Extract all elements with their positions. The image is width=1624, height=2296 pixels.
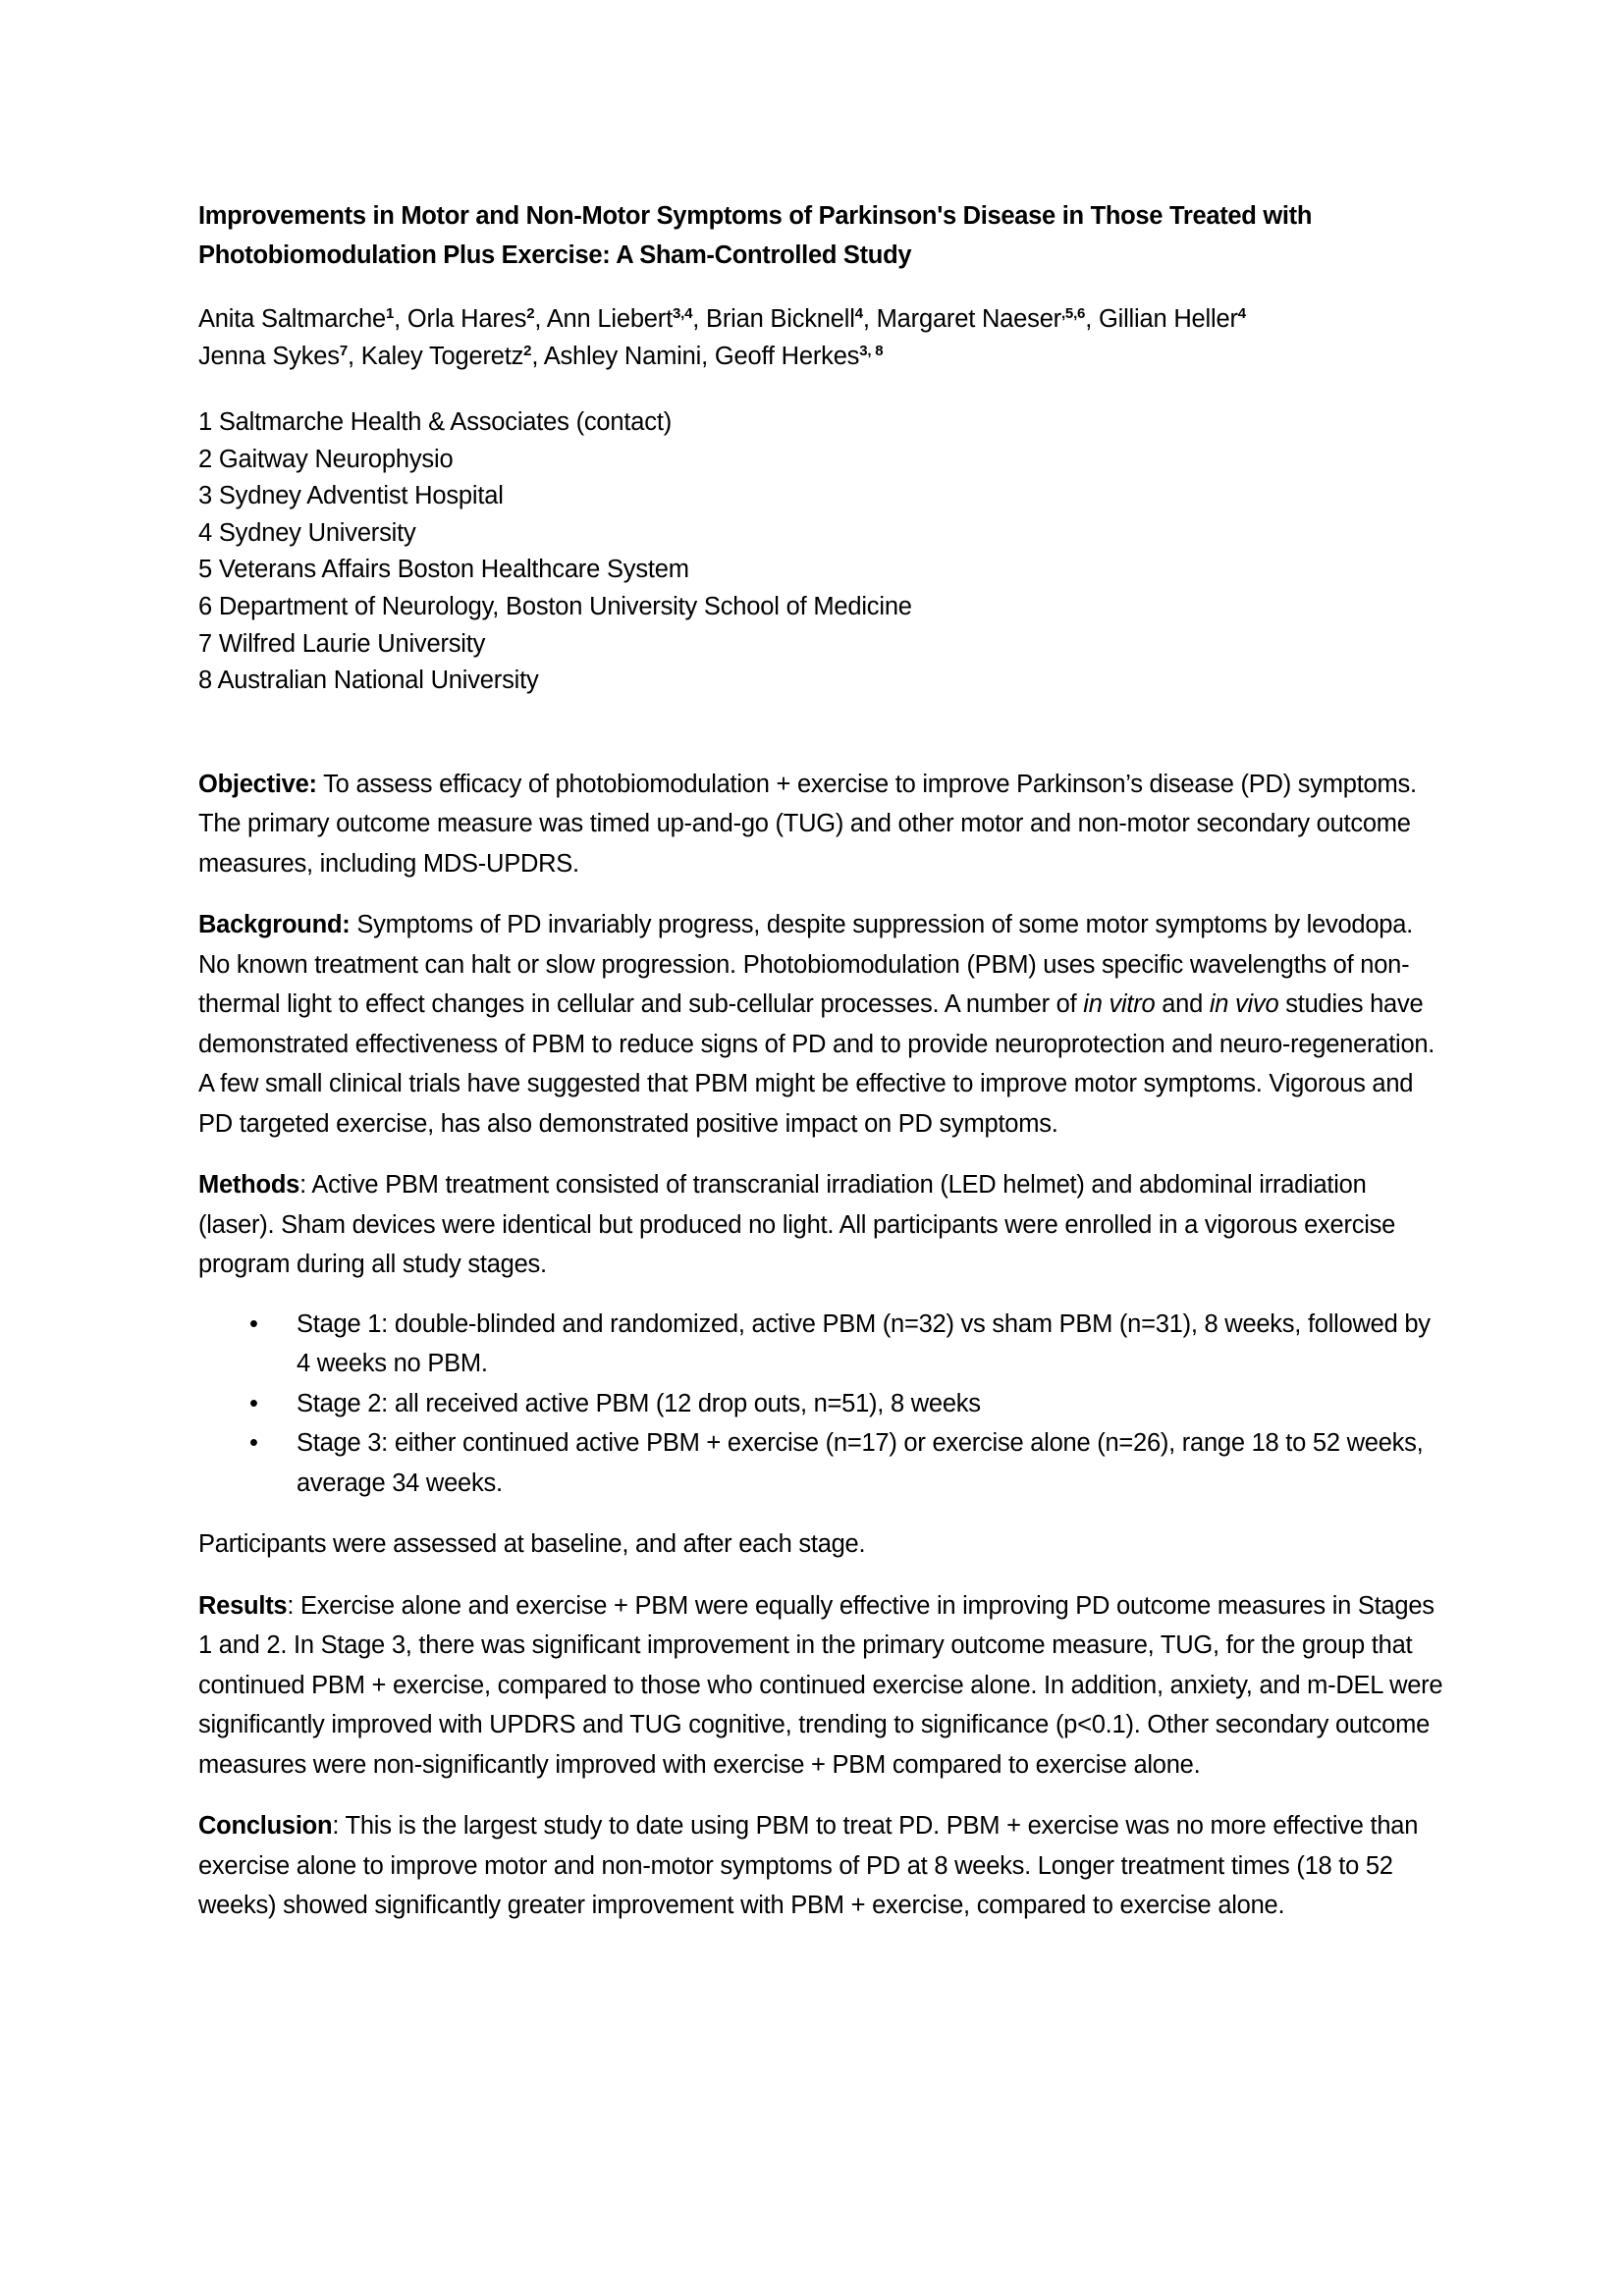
author: Margaret Naeser$^{,5,6}$, <box>876 305 1099 333</box>
author-affiliation-marker: 3, 8 <box>859 343 884 359</box>
background-label: Background: <box>198 911 351 939</box>
author: Gillian Heller$^4$ <box>1098 305 1246 333</box>
author-affiliation-marker: ,5,6 <box>1060 305 1086 322</box>
author-affiliation-marker: 4 <box>1237 305 1246 322</box>
objective-section <box>198 765 1445 884</box>
author: Orla Hares$^2$, <box>406 305 547 333</box>
methods-text: : Active PBM treatment consisted of transcranial irradiation (LED helmet) and abdominal irradiation (laser). Sham devices were identical but produced no light. All participants were enrolled in a vigorous exercise program during all study stages. <box>198 1171 1396 1279</box>
author: Jenna Sykes$^7$, <box>198 343 361 370</box>
affiliation: 4 Sydney University <box>198 518 416 547</box>
stage-list-item <box>198 1384 1445 1424</box>
author-affiliation-marker: 7 <box>339 343 348 359</box>
stage-list <box>198 1305 1445 1504</box>
author-affiliation-marker: 2 <box>523 343 532 359</box>
author: Ashley Namini, <box>543 343 715 370</box>
stage-text: Stage 2: all received active PBM (12 drop outs, n=51), 8 weeks <box>297 1389 981 1417</box>
results-text: : Exercise alone and exercise + PBM were equally effective in improving PD outcome measures in Stages 1 and 2. In Stage 3, there was significant improvement in the primary outcome measure, TUG, for the group that continued PBM + exercise, compared to those who continued exercise alone. In addition, anxiety, and m-DEL were significantly improved with UPDRS and TUG cognitive, trending to significance (p<0.1). Other secondary outcome measures were non-significantly improved with exercise + PBM compared to exercise alone. <box>198 1591 1443 1779</box>
author-affiliation-marker: 4 <box>854 305 863 322</box>
bullet-icon: • <box>249 1429 258 1458</box>
affiliation: 1 Saltmarche Health & Associates (contact) <box>198 408 672 436</box>
author: Kaley Togeretz$^2$, <box>360 343 544 370</box>
bullet-icon: • <box>249 1389 258 1417</box>
author: Brian Bicknell$^4$, <box>706 305 877 333</box>
background-italic-term: in vivo <box>1209 990 1279 1019</box>
methods-section <box>198 1165 1445 1285</box>
results-label: Results <box>198 1591 288 1620</box>
paper-page <box>198 196 1445 1926</box>
author: Geoff Herkes$^{3, 8}$ <box>714 343 884 370</box>
author: Ann Liebert$^{3,4}$, <box>546 305 707 333</box>
objective-label: Objective: <box>198 770 317 798</box>
results-section <box>198 1586 1445 1786</box>
objective-text: To assess efficacy of photobiomodulation + exercise to improve Parkinson’s disease (PD) symptoms. The primary outcome measure was timed up-and-go (TUG) and other motor and non-motor secondary outcome measures, including MDS-UPDRS. <box>198 770 1417 878</box>
bullet-icon: • <box>249 1309 258 1338</box>
stage-list-item <box>198 1423 1445 1503</box>
author-affiliation-marker: 1 <box>385 305 395 322</box>
affiliation-list <box>198 404 1445 700</box>
author-affiliation-marker: 3,4 <box>672 305 693 322</box>
affiliation: 8 Australian National University <box>198 667 539 695</box>
title-line-1: Improvements in Motor and Non-Motor Symptoms of Parkinson's Disease in Those Treated with <box>198 202 1313 230</box>
background-italic-term: in vitro <box>1083 990 1156 1019</box>
author-list <box>198 300 1445 375</box>
conclusion-section <box>198 1806 1445 1926</box>
author-affiliation-marker: 2 <box>526 305 535 322</box>
title-line-2: Photobiomodulation Plus Exercise: A Sham-Controlled Study <box>198 241 912 269</box>
conclusion-text: : This is the largest study to date using PBM to treat PD. PBM + exercise was no more effective than exercise alone to improve motor and non-motor symptoms of PD at 8 weeks. Longer treatment times (18 to 52 weeks) showed significantly greater improvement with PBM + exercise, compared to exercise alone. <box>198 1812 1419 1920</box>
methods-label: Methods <box>198 1171 300 1200</box>
affiliation: 3 Sydney Adventist Hospital <box>198 482 504 510</box>
paper-title <box>198 196 1445 275</box>
author: Anita Saltmarche$^1$, <box>198 305 407 333</box>
affiliation: 7 Wilfred Laurie University <box>198 629 486 658</box>
affiliation: 5 Veterans Affairs Boston Healthcare System <box>198 556 689 584</box>
stage-list-item <box>198 1305 1445 1384</box>
participants-note: Participants were assessed at baseline, and after each stage. <box>198 1530 866 1559</box>
background-text: Symptoms of PD invariably progress, despite suppression of some motor symptoms by levodopa. No known treatment can halt or slow progression. Photobiomodulation (PBM) uses specific wavelengths of non-thermal light to effect changes in cellular and sub-cellular processes. A number of <box>198 911 1413 1019</box>
affiliation: 6 Department of Neurology, Boston University School of Medicine <box>198 592 912 620</box>
stage-text: Stage 3: either continued active PBM + exercise (n=17) or exercise alone (n=26), range 18 to 52 weeks, average 34 weeks. <box>297 1429 1424 1497</box>
stage-text: Stage 1: double-blinded and randomized, active PBM (n=32) vs sham PBM (n=31), 8 weeks, followed by 4 weeks no PBM. <box>297 1309 1431 1378</box>
background-section: Background: Symptoms of PD invariably progress, despite suppression of some motor symptoms by levodopa. No known treatment can halt or slow progression. Photobiomodulation (PBM) uses specific wavelengths of non-thermal light to effect changes in cellular and sub-cellular processes. A number of in vitro and in vivo studies have demonstrated effectiveness of PBM to reduce signs of PD and to provide neuroprotection and neuro-regeneration. A few small clinical trials have suggested that PBM might be effective to improve motor symptoms. Vigorous and PD targeted exercise, has also demonstrated positive impact on PD symptoms. <box>198 911 1435 1138</box>
affiliation: 2 Gaitway Neurophysio <box>198 445 454 473</box>
conclusion-label: Conclusion <box>198 1812 333 1841</box>
